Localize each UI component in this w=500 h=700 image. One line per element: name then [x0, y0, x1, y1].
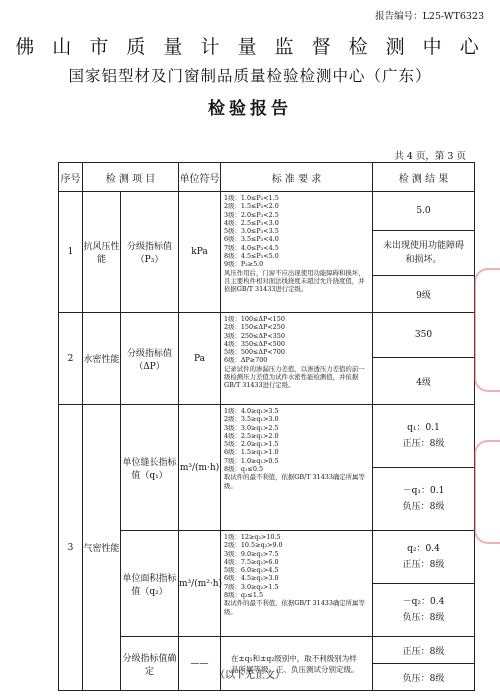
req-line: 1级：1.0≤P₃<1.5 — [224, 194, 279, 202]
air-grade-negative: 负压：8级 — [373, 664, 475, 691]
table-row — [59, 313, 475, 358]
req-line: 5级：3.0≤P₃<3.5 — [224, 227, 279, 236]
req-line: 8级：4.5≤P₃<5.0 — [224, 252, 279, 261]
air-q1-neg-value: －q₁：0.1 — [402, 486, 445, 496]
water-result-value: 350 — [373, 313, 475, 358]
air-q1-requirements — [221, 405, 373, 531]
table-row — [59, 405, 475, 468]
req-line: 8级：q₁≤0.5 — [224, 465, 264, 474]
req-line: 3级：9.0≥q₂>7.5 — [224, 549, 279, 558]
req-line: 5级：6.0≥q₂>4.5 — [224, 566, 279, 575]
water-unit: Pa — [179, 313, 221, 405]
air-q1-negative-result — [373, 468, 475, 531]
wind-result-value: 5.0 — [373, 192, 475, 231]
wind-requirements — [221, 192, 373, 313]
table-header-row — [59, 163, 475, 192]
air-q1-pos-value: q₁：0.1 — [407, 423, 440, 433]
req-line: 7级：3.0≥q₂>1.5 — [224, 582, 279, 591]
req-line: 1级：4.0≥q₁>3.5 — [224, 407, 279, 415]
org-name-line1: 佛 山 市 质 量 计 量 监 督 检 测 中 心 — [15, 36, 485, 58]
header-unit: 单位符号 — [179, 163, 221, 192]
req-line: 3级：2.0≤P₃<2.5 — [224, 210, 279, 219]
req-line: 6级：ΔP≥700 — [224, 356, 268, 365]
req-line: 8级：q₂≤1.5 — [224, 591, 264, 600]
req-note: 取试件的最不利值，依据GB/T 31433确定所属等级。 — [224, 473, 365, 490]
req-line: 5级：2.0≥q₁>1.5 — [224, 440, 279, 449]
air-q1-positive-result — [373, 405, 475, 468]
req-line: 4级：7.5≥q₂>6.0 — [224, 557, 279, 566]
req-line: 2级：1.5≤P₃<2.0 — [224, 202, 279, 211]
water-name: 水密性能 — [83, 313, 121, 405]
air-q2-sub: 单位面积指标值（q₂） — [121, 531, 179, 637]
water-result-grade: 4级 — [373, 358, 475, 405]
table-row — [59, 531, 475, 584]
wind-name: 抗风压性能 — [83, 192, 121, 313]
air-grade-note: 在±q₁和±q₂级别中，取不利级别为样品所属等级，正、负压测试分别定级。 — [221, 637, 373, 691]
air-q2-pos-grade: 正压：8级 — [402, 560, 445, 570]
req-line: 1级：12≥q₂>10.5 — [224, 533, 281, 541]
document-title: 检验报告 — [208, 99, 292, 119]
req-line: 7级：4.0≤P₃<4.5 — [224, 243, 279, 252]
req-line: 1级：100≤ΔP<150 — [224, 315, 285, 323]
water-requirements — [221, 313, 373, 405]
wind-result-grade: 9级 — [373, 276, 475, 313]
air-name: 气密性能 — [83, 405, 121, 691]
air-q2-neg-grade: 负压：8级 — [402, 613, 445, 623]
table-row — [59, 637, 475, 664]
req-line: 4级：350≤ΔP<500 — [224, 339, 285, 348]
req-line: 7级：1.0≥q₁>0.5 — [224, 456, 279, 465]
water-sub: 分级指标值（ΔP） — [121, 313, 179, 405]
water-seq: 2 — [59, 313, 83, 405]
req-line: 9级：P₃≥5.0 — [224, 260, 264, 269]
air-q2-requirements — [221, 531, 373, 637]
seal-stamp-fragment — [474, 440, 500, 544]
req-note: 记录试件的渗漏压力差值，以渗透压力差值的前一级检测压力差值为试件水密性能检测值，并依据GB/T 31433进行定级。 — [224, 364, 365, 390]
wind-sub: 分级指标值（P₃） — [121, 192, 179, 313]
air-grade-sub: 分级指标值确定 — [121, 637, 179, 691]
req-note: 风压作用后，门窗不应出现使用功能障碍和损坏，且主要构件相对面法线挠度未超过允许挠度值，并依据GB/T 31433进行定级。 — [224, 268, 365, 294]
air-q1-pos-grade: 正压：8级 — [402, 439, 445, 449]
end-of-text-note: （以下无正文） — [215, 670, 285, 681]
org-name-line2: 国家铝型材及门窗制品质量检验检测中心（广东） — [68, 67, 432, 85]
wind-seq: 1 — [59, 192, 83, 313]
report-number: 报告编号：L25-WT6323 — [375, 11, 484, 22]
air-q1-sub: 单位缝长指标值（q₁） — [121, 405, 179, 531]
req-note: 取试件的最不利值，依据GB/T 31433确定所属等级。 — [224, 599, 365, 616]
seal-stamp-fragment — [474, 268, 500, 392]
air-q2-positive-result — [373, 531, 475, 584]
air-q2-pos-value: q₂：0.4 — [407, 544, 440, 554]
req-line: 2级：10.5≥q₂>9.0 — [224, 541, 283, 550]
req-line: 3级：250≤ΔP<350 — [224, 331, 285, 340]
air-q1-neg-grade: 负压：8级 — [402, 502, 445, 512]
page-info: 共 4 页，第 3 页 — [394, 151, 466, 162]
air-q2-neg-value: －q₂：0.4 — [402, 597, 445, 607]
header-seq: 序号 — [59, 163, 83, 192]
header-item: 检 测 项 目 — [83, 163, 179, 192]
req-line: 6级：1.5≥q₁>1.0 — [224, 448, 279, 457]
req-line: 4级：2.5≤P₃<3.0 — [224, 218, 279, 227]
req-line: 2级：150≤ΔP<250 — [224, 323, 285, 332]
air-q1-unit: m³/(m·h) — [179, 405, 221, 531]
header-requirement: 标 准 要 求 — [221, 163, 373, 192]
air-seq: 3 — [59, 405, 83, 691]
req-line: 4级：2.5≥q₁>2.0 — [224, 431, 279, 440]
req-line: 3级：3.0≥q₁>2.5 — [224, 423, 279, 432]
wind-result-text: 未出现使用功能障碍和损坏。 — [373, 231, 475, 276]
req-line: 5级：500≤ΔP<700 — [224, 348, 285, 357]
header-result: 检 测 结 果 — [373, 163, 475, 192]
inspection-table — [58, 162, 475, 691]
req-line: 6级：4.5≥q₂>3.0 — [224, 574, 279, 583]
table-row — [59, 192, 475, 231]
wind-unit: kPa — [179, 192, 221, 313]
air-grade-unit: —— — [179, 637, 221, 691]
air-grade-positive: 正压：8级 — [373, 637, 475, 664]
req-line: 2级：3.5≥q₁>3.0 — [224, 415, 279, 424]
req-line: 6级：3.5≤P₃<4.0 — [224, 235, 279, 244]
air-q2-unit: m³/(m²·h) — [179, 531, 221, 637]
air-q2-negative-result — [373, 584, 475, 637]
